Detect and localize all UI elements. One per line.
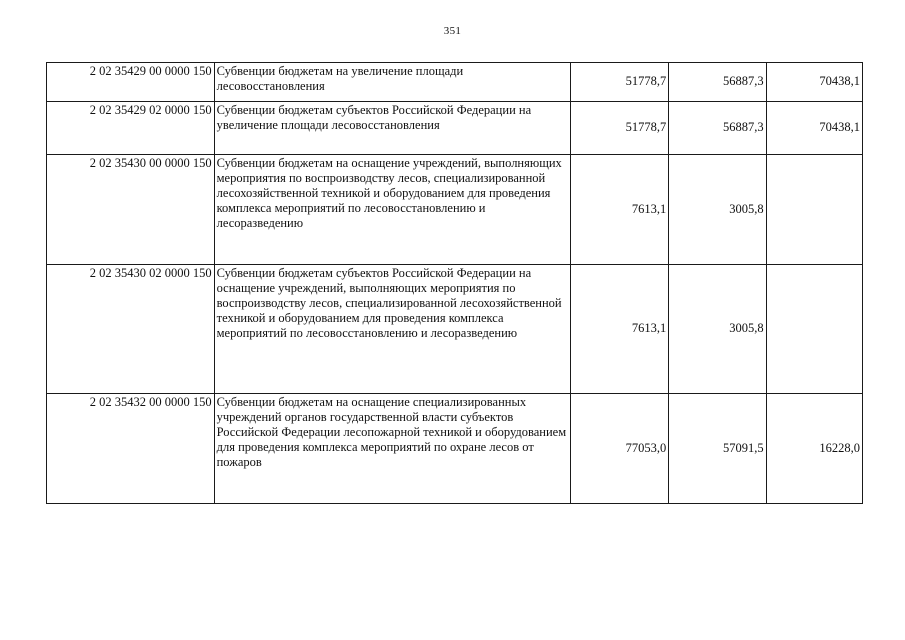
amount-year-1: 7613,1 — [570, 155, 668, 265]
amount-year-2: 57091,5 — [669, 394, 766, 504]
budget-code: 2 02 35430 02 0000 150 — [47, 265, 215, 394]
table-row — [47, 265, 863, 394]
row-description: Субвенции бюджетам субъектов Российской Федерации на оснащение учреждений, выполняющих мероприятия по воспроизводству лесов, специализированной лесохозяйственной техникой и оборудованием для проведения комплекса мероприятий по лесовосстановлению и лесоразведению — [214, 265, 570, 394]
table-row — [47, 394, 863, 504]
row-description: Субвенции бюджетам субъектов Российской Федерации на увеличение площади лесовосстановления — [214, 102, 570, 155]
budget-code: 2 02 35429 02 0000 150 — [47, 102, 215, 155]
table-row — [47, 155, 863, 265]
budget-code: 2 02 35430 00 0000 150 — [47, 155, 215, 265]
page-number: 351 — [443, 25, 462, 37]
table-row — [47, 63, 863, 102]
amount-year-1: 7613,1 — [570, 265, 668, 394]
amount-year-3: 70438,1 — [766, 102, 862, 155]
amount-year-2: 3005,8 — [669, 155, 766, 265]
budget-code: 2 02 35432 00 0000 150 — [47, 394, 215, 504]
amount-year-3 — [766, 155, 862, 265]
amount-year-3: 70438,1 — [766, 63, 862, 102]
amount-year-2: 56887,3 — [669, 63, 766, 102]
row-description: Субвенции бюджетам на оснащение специализированных учреждений органов государственной власти субъектов Российской Федерации лесопожарной техникой и оборудованием для проведения комплекса мероприятий по охране лесов от пожаров — [214, 394, 570, 504]
amount-year-3 — [766, 265, 862, 394]
row-description: Субвенции бюджетам на увеличение площади лесовосстановления — [214, 63, 570, 102]
amount-year-1: 51778,7 — [570, 63, 668, 102]
amount-year-2: 56887,3 — [669, 102, 766, 155]
amount-year-1: 51778,7 — [570, 102, 668, 155]
row-description: Субвенции бюджетам на оснащение учреждений, выполняющих мероприятия по воспроизводству лесов, специализированной лесохозяйственной техникой и оборудованием для проведения комплекса мероприятий по лесовосстановлению и лесоразведению — [214, 155, 570, 265]
amount-year-2: 3005,8 — [669, 265, 766, 394]
amount-year-1: 77053,0 — [570, 394, 668, 504]
amount-year-3: 16228,0 — [766, 394, 862, 504]
table-row — [47, 102, 863, 155]
budget-table — [46, 62, 863, 504]
budget-code: 2 02 35429 00 0000 150 — [47, 63, 215, 102]
